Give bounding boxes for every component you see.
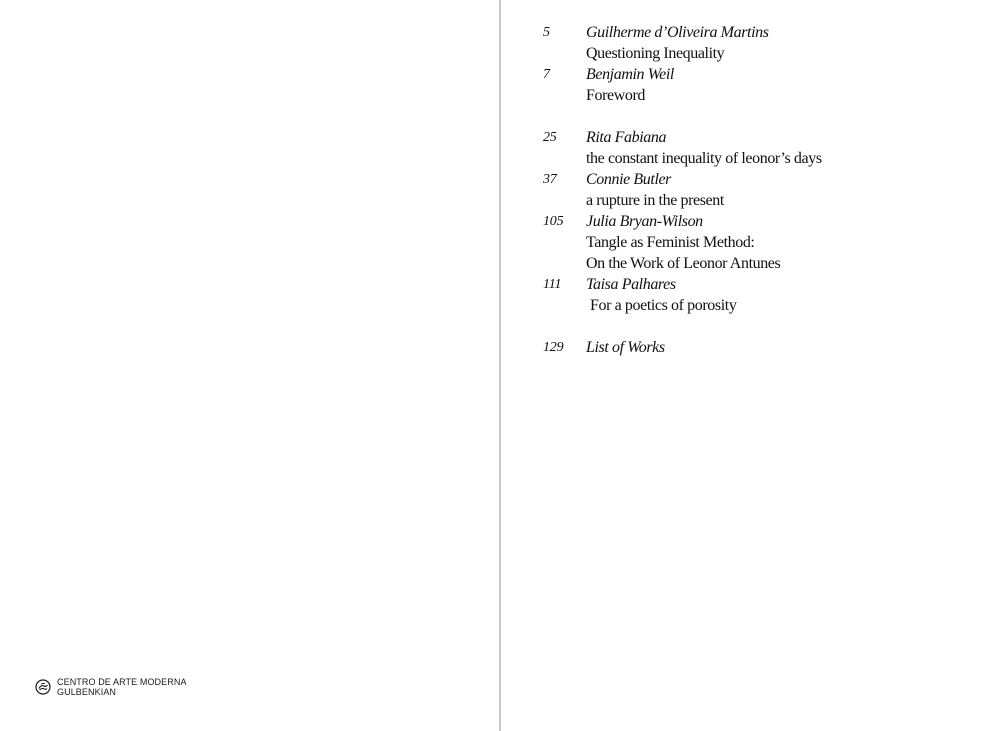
toc-author: Connie Butler: [586, 171, 672, 188]
toc-title: a rupture in the present: [586, 192, 724, 209]
toc-title: For a poetics of porosity: [590, 297, 737, 314]
toc-page-number: 7: [543, 67, 550, 82]
toc-page-number: 25: [543, 130, 557, 145]
toc-author: Julia Bryan-Wilson: [586, 213, 703, 230]
toc-page-number: 105: [543, 214, 564, 229]
toc-title: the constant inequality of leonor’s days: [586, 150, 822, 167]
toc-title: Questioning Inequality: [586, 45, 725, 62]
logo-text: [57, 677, 187, 697]
toc-author: Rita Fabiana: [586, 129, 667, 146]
toc-title: Tangle as Feminist Method:: [586, 234, 755, 251]
toc-group: [543, 337, 983, 358]
toc-entry[interactable]: [543, 127, 983, 169]
toc-author: Taisa Palhares: [586, 276, 676, 293]
toc-author: Guilherme d’Oliveira Martins: [586, 24, 769, 41]
toc-title: Foreword: [586, 87, 646, 104]
toc-page-number: 5: [543, 25, 550, 40]
toc-page-number: 37: [543, 172, 557, 187]
logo-line-2: GULBENKIAN: [57, 687, 117, 697]
toc-group: [543, 127, 983, 316]
toc-section-title: List of Works: [586, 339, 665, 356]
publisher-logo: [35, 677, 187, 697]
logo-line-1: CENTRO DE ARTE MODERNA: [57, 677, 187, 687]
left-page: [0, 0, 499, 731]
toc-entry[interactable]: [543, 64, 983, 106]
toc-entry[interactable]: [543, 169, 983, 211]
toc-entry[interactable]: [543, 211, 983, 274]
toc-author: Benjamin Weil: [586, 66, 674, 83]
toc-title: On the Work of Leonor Antunes: [586, 255, 781, 272]
toc-entry[interactable]: [543, 22, 983, 64]
toc-group: [543, 22, 983, 106]
toc-entry[interactable]: [543, 337, 983, 358]
toc-entry[interactable]: [543, 274, 983, 316]
gulbenkian-logo-icon: [35, 679, 51, 695]
toc-page-number: 129: [543, 340, 564, 355]
table-of-contents: [543, 22, 983, 358]
toc-page-number: 111: [543, 277, 562, 292]
